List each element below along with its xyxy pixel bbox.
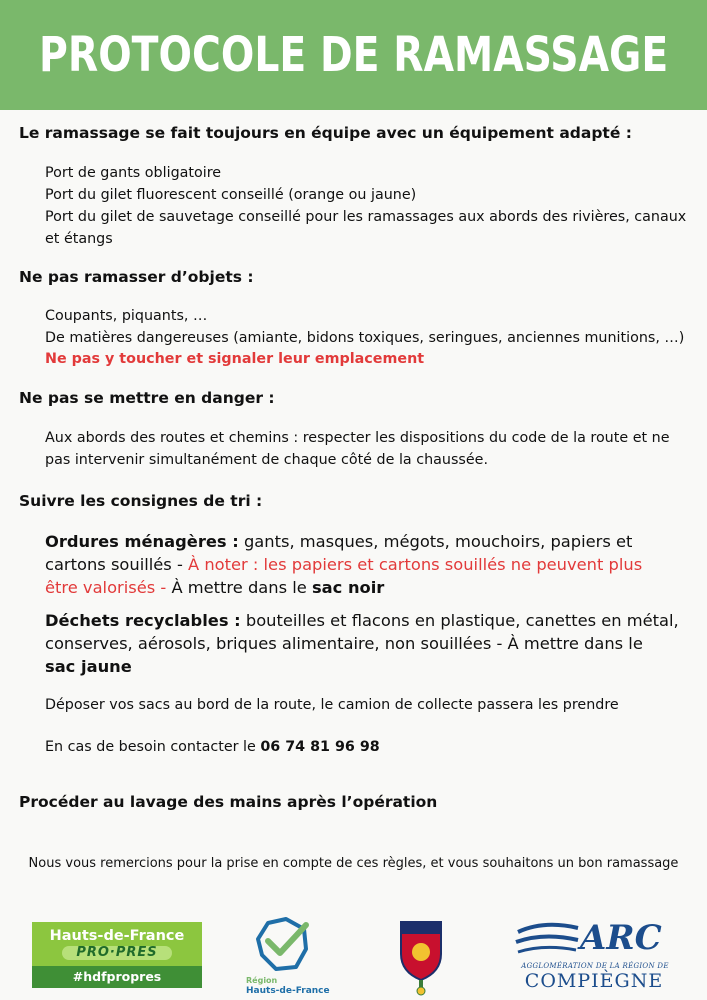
hdf-logo-name: Hauts-de-France bbox=[49, 928, 185, 944]
objects-line: Coupants, piquants, … bbox=[45, 308, 208, 324]
hdf-logo-hashtag: #hdfpropres bbox=[32, 966, 202, 988]
arc-subtitle: AGGLOMÉRATION DE LA RÉGION DE bbox=[521, 962, 669, 970]
closing-instruction: Procéder au lavage des mains après l’opération bbox=[19, 793, 438, 811]
ordures-text: À mettre dans le bbox=[171, 578, 312, 597]
ordures-note: À noter : les papiers et cartons souillés ne peuvent plus bbox=[188, 555, 643, 574]
region-label-line1: Région bbox=[246, 976, 278, 985]
recyclables-line-2: conserves, aérosols, briques alimentaire, non souillées - À mettre dans le bbox=[45, 634, 643, 653]
contact-prefix: En cas de besoin contacter le bbox=[45, 739, 261, 755]
thanks-message: Nous vous remercions pour la prise en compte de ces règles, et vous souhaitons un bon ramassage bbox=[28, 856, 679, 871]
arc-waves-icon bbox=[514, 920, 580, 960]
danger-line: Aux abords des routes et chemins : respecter les dispositions du code de la route et ne bbox=[45, 430, 670, 446]
town-crest-icon bbox=[399, 920, 443, 996]
contact-line bbox=[45, 736, 380, 758]
region-hdf-logo bbox=[246, 915, 336, 997]
recyclables-label: Déchets recyclables : bbox=[45, 611, 241, 630]
region-map-icon bbox=[246, 915, 336, 975]
arc-name: ARC bbox=[580, 918, 662, 958]
black-bag: sac noir bbox=[311, 578, 385, 597]
ordures-label: Ordures ménagères : bbox=[45, 532, 239, 551]
ordures-text: cartons souillés - bbox=[45, 555, 189, 574]
ordures-line-2 bbox=[45, 553, 642, 576]
section-heading-equipment: Le ramassage se fait toujours en équipe avec un équipement adapté : bbox=[19, 124, 632, 142]
ordures-note: être valorisés - bbox=[45, 578, 172, 597]
ordures-line-3 bbox=[45, 576, 384, 599]
yellow-bag: sac jaune bbox=[45, 657, 132, 676]
objects-warning: Ne pas y toucher et signaler leur emplacement bbox=[45, 351, 425, 367]
title-banner bbox=[0, 0, 707, 110]
hdf-propres-logo bbox=[32, 922, 202, 988]
equipment-line: Port du gilet fluorescent conseillé (orange ou jaune) bbox=[45, 187, 417, 203]
recyclables-text: bouteilles et flacons en plastique, canettes en métal, bbox=[240, 611, 679, 630]
objects-line: De matières dangereuses (amiante, bidons toxiques, seringues, anciennes munitions, …) bbox=[45, 330, 685, 346]
section-heading-sorting: Suivre les consignes de tri : bbox=[19, 492, 263, 510]
ordures-line-1 bbox=[45, 530, 632, 553]
equipment-line: Port de gants obligatoire bbox=[45, 165, 222, 181]
section-heading-objects: Ne pas ramasser d’objets : bbox=[19, 268, 254, 286]
equipment-line: Port du gilet de sauvetage conseillé pour les ramassages aux abords des rivières, canaux bbox=[45, 209, 687, 225]
region-label-line2: Hauts-de-France bbox=[246, 986, 330, 996]
section-heading-danger: Ne pas se mettre en danger : bbox=[19, 389, 275, 407]
ordures-text: gants, masques, mégots, mouchoirs, papiers et bbox=[238, 532, 633, 551]
danger-line: pas intervenir simultanément de chaque côté de la chaussée. bbox=[45, 452, 488, 468]
deposit-instruction: Déposer vos sacs au bord de la route, le camion de collecte passera les prendre bbox=[45, 697, 619, 713]
recyclables-line-1 bbox=[45, 609, 679, 632]
hdf-logo-propres: PRO·PRES bbox=[62, 946, 171, 960]
arc-city: COMPIÈGNE bbox=[524, 970, 664, 992]
arc-compiegne-logo bbox=[514, 918, 674, 996]
page-title: PROTOCOLE DE RAMASSAGE bbox=[38, 27, 669, 83]
equipment-line: et étangs bbox=[45, 231, 113, 247]
phone-number: 06 74 81 96 98 bbox=[260, 739, 380, 755]
